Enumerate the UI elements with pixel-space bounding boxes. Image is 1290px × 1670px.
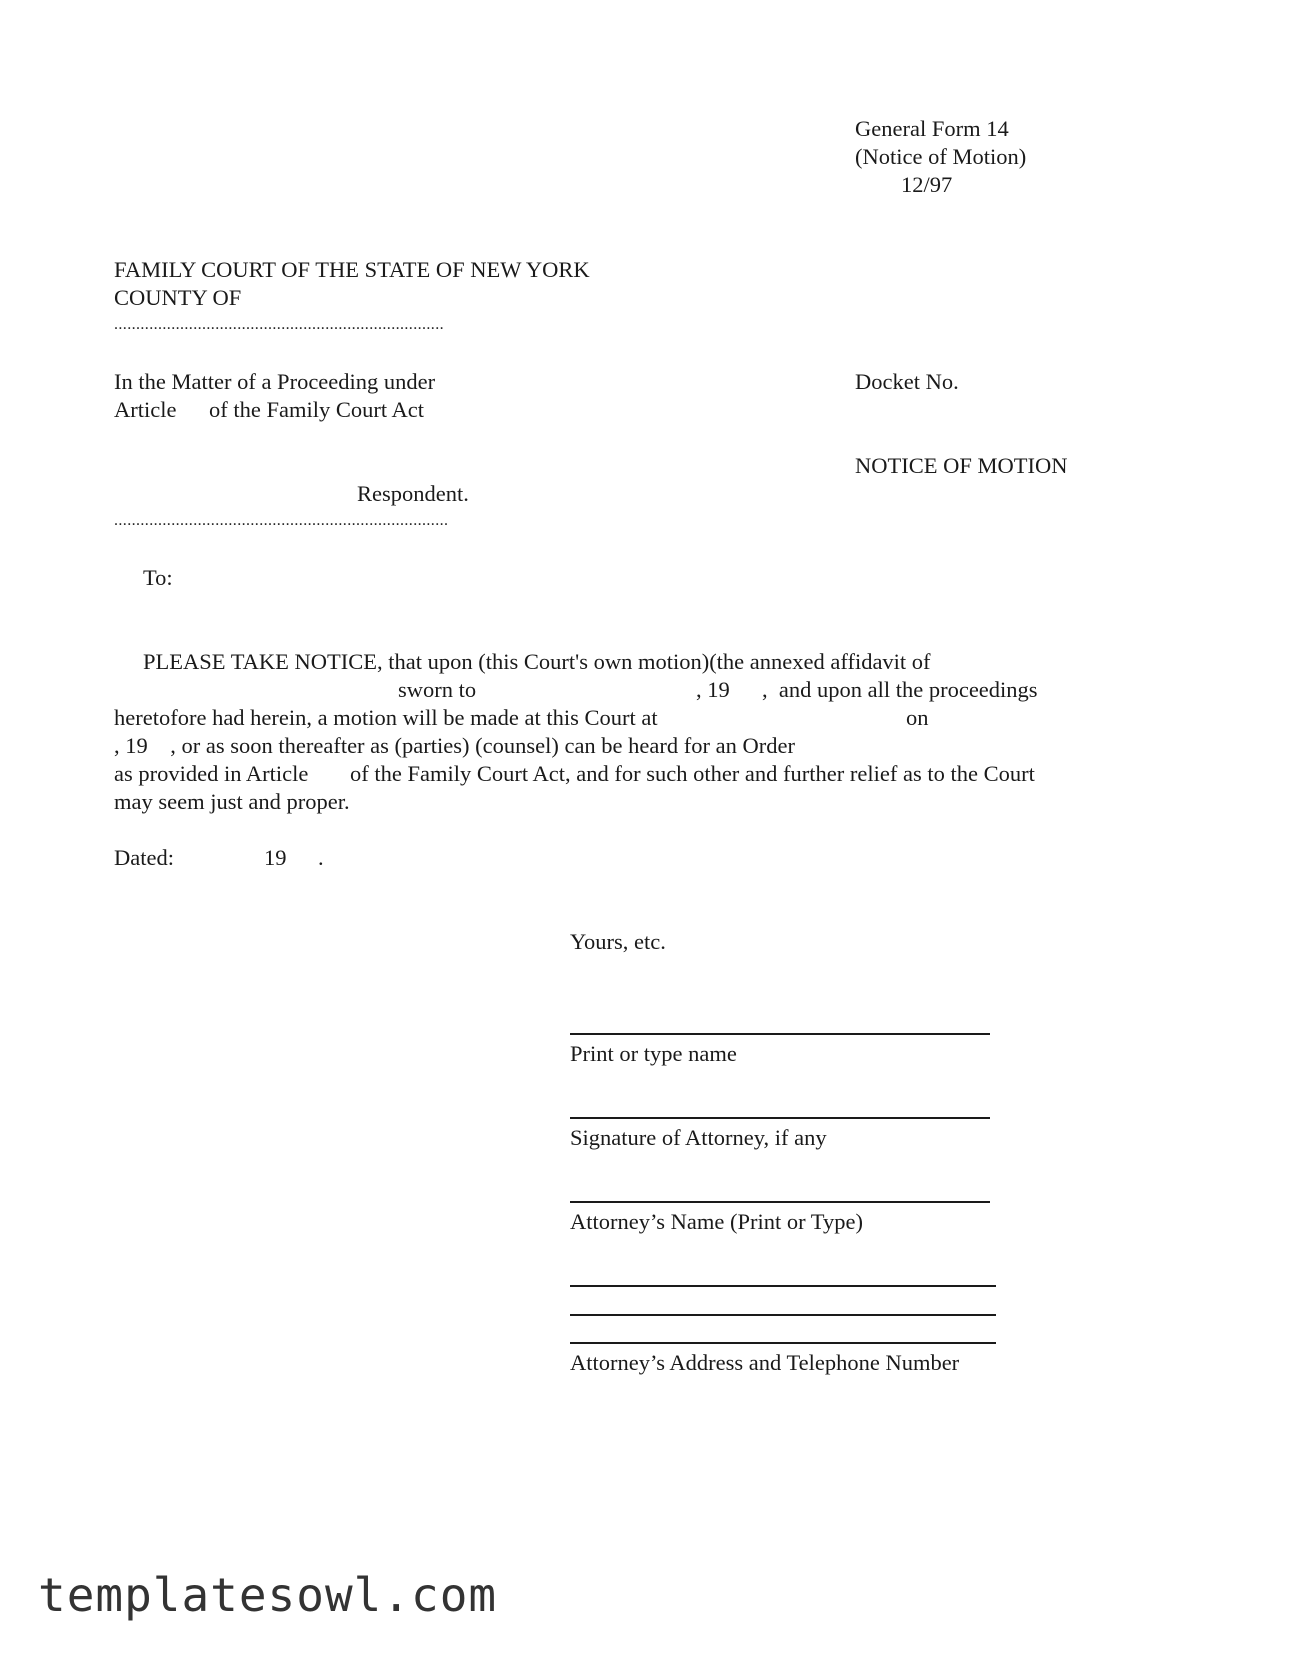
attorney-signature-label: Signature of Attorney, if any <box>570 1125 827 1150</box>
closing-yours-etc: Yours, etc. <box>570 929 666 954</box>
notice-line-5-rest: of the Family Court Act, and for such other and further relief as to the Court <box>350 761 1035 786</box>
caption-dotted-line-top: ........................................................................... <box>114 316 444 333</box>
notice-on: on <box>906 705 929 730</box>
document-title: NOTICE OF MOTION <box>855 453 1068 478</box>
print-name-line <box>570 1033 990 1035</box>
caption-dotted-line-bottom: ............................................................................ <box>114 512 449 529</box>
attorney-address-line-1 <box>570 1285 996 1287</box>
form-number: General Form 14 <box>855 116 1009 141</box>
attorney-signature-line <box>570 1117 990 1119</box>
dated-period: . <box>318 845 324 870</box>
notice-year-19: , 19 <box>696 677 730 702</box>
notice-line-5-article: as provided in Article <box>114 761 309 786</box>
to-label: To: <box>143 565 173 590</box>
notice-sworn-to: sworn to <box>398 677 477 702</box>
attorney-address-line-3 <box>570 1342 996 1344</box>
attorney-address-line-2 <box>570 1314 996 1316</box>
notice-line-4: , 19 , or as soon thereafter as (parties) (counsel) can be heard for an Order <box>114 733 795 758</box>
form-type: (Notice of Motion) <box>855 144 1027 169</box>
dated-label: Dated: <box>114 845 174 870</box>
print-name-label: Print or type name <box>570 1041 737 1066</box>
matter-article-suffix: of the Family Court Act <box>209 397 424 422</box>
form-date: 12/97 <box>901 172 953 197</box>
matter-article-label: Article <box>114 397 177 422</box>
notice-line-6: may seem just and proper. <box>114 789 350 814</box>
dated-year: 19 <box>264 845 287 870</box>
attorney-name-label: Attorney’s Name (Print or Type) <box>570 1209 863 1234</box>
notice-line-3: heretofore had herein, a motion will be made at this Court at <box>114 705 658 730</box>
county-label: COUNTY OF <box>114 285 242 310</box>
matter-line-1: In the Matter of a Proceeding under <box>114 369 436 394</box>
notice-line-1: PLEASE TAKE NOTICE, that upon (this Court's own motion)(the annexed affidavit of <box>143 649 931 674</box>
court-name: FAMILY COURT OF THE STATE OF NEW YORK <box>114 257 590 282</box>
watermark-logo: templatesowl.com <box>38 1568 498 1622</box>
docket-number-label: Docket No. <box>855 369 959 394</box>
attorney-address-label: Attorney’s Address and Telephone Number <box>570 1350 960 1375</box>
notice-proceedings: , and upon all the proceedings <box>762 677 1038 702</box>
attorney-name-line <box>570 1201 990 1203</box>
respondent-label: Respondent. <box>357 481 469 506</box>
